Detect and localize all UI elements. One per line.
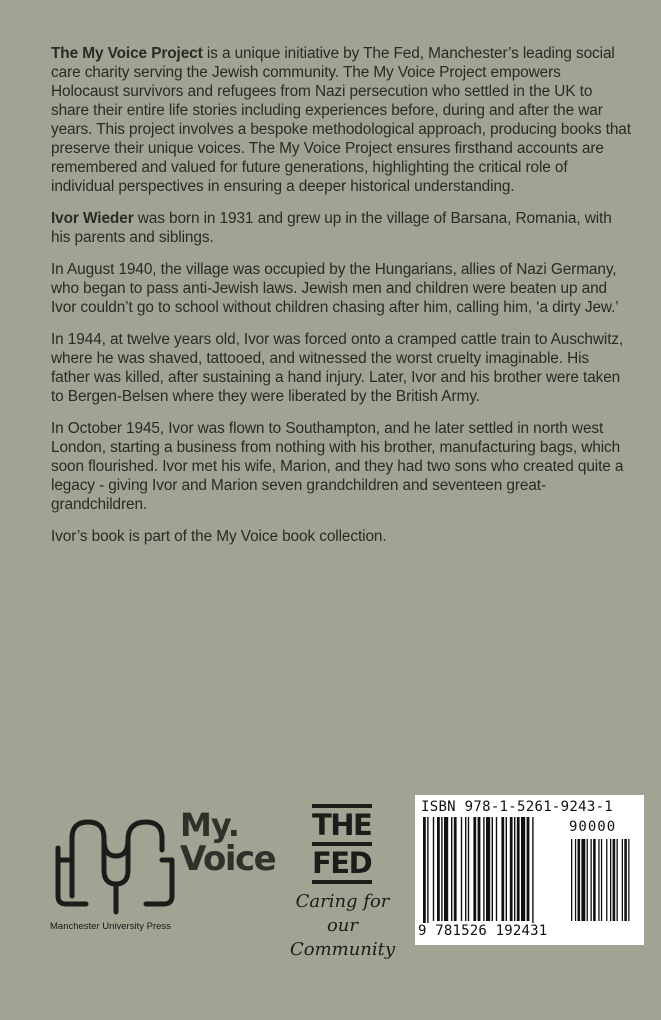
paragraph-body: is a unique initiative by The Fed, Manchester’s leading social care charity serving the Jewish community. The My Voice Project empowers Holocaust survivors and refugees from Nazi persecution who settled in the UK to share their entire life stories including experiences before, during and after the war years. This project involves a bespoke methodological approach, producing books that preserve their unique voices. The My Voice Project ensures firsthand accounts are remembered and valued for future generations, highlighting the critical role of individual perspectives in ensuring a deeper historical understanding. [51,45,631,195]
paragraph-body: Ivor’s book is part of the My Voice book collection. [51,528,387,545]
paragraph-body: In October 1945, Ivor was flown to Southampton, and he later settled in north west London, starting a business from nothing with his brother, manufacturing bags, which soon flourished. Ivor met his wife, Marion, and they had two sons who created quite a legacy - giving Ivor and Marion seven grandchildren and seventeen great-grandchildren. [51,420,624,513]
ean-digits: 9 781526 192431 [418,923,548,939]
my-voice-logo [180,806,276,879]
paragraph-body: was born in 1931 and grew up in the village of Barsana, Romania, with his parents and siblings. [51,210,612,246]
paragraph-body: In August 1940, the village was occupied by the Hungarians, allies of Nazi Germany, who began to pass anti-Jewish laws. Jewish men and children were beaten up and Ivor couldn’t go to school without children chasing after him, calling him, ‘a dirty Jew.’ [51,261,619,316]
fed-tagline-line2: Community [289,939,396,960]
paragraph-intro [51,209,631,247]
paragraph-1940 [51,260,631,317]
publisher-name: Manchester University Press [50,921,171,932]
fed-tagline [280,890,405,962]
paragraph-lead: The My Voice Project [51,45,203,62]
paragraph-collection [51,527,631,546]
barcode-addon: 90000 [569,819,617,835]
fed-line1: THE [312,808,372,842]
logo-row [0,780,661,1020]
isbn-barcode [415,795,644,945]
isbn-number: ISBN 978-1-5261-9243-1 [421,799,614,815]
paragraph-1945 [51,419,631,514]
fed-rule [312,880,372,884]
fed-tagline-line1: Caring for our [295,891,390,936]
fed-line2: FED [312,846,372,880]
paragraph-body: In 1944, at twelve years old, Ivor was forced onto a cramped cattle train to Auschwitz, where he was shaved, tattooed, and witnessed the worst cruelty imaginable. His father was killed, after sustaining a hand injury. Later, Ivor and his brother were taken to Bergen-Belsen where they were liberated by the British Army. [51,331,624,405]
the-fed-logo [312,802,372,886]
manchester-university-press-logo-icon [50,800,180,920]
my-voice-line1: My. [180,806,239,844]
paragraph-1944 [51,330,631,406]
paragraph-project [51,44,631,196]
paragraph-lead: Ivor Wieder [51,210,134,227]
blurb-text [51,44,631,559]
my-voice-line2: Voice [180,839,276,879]
